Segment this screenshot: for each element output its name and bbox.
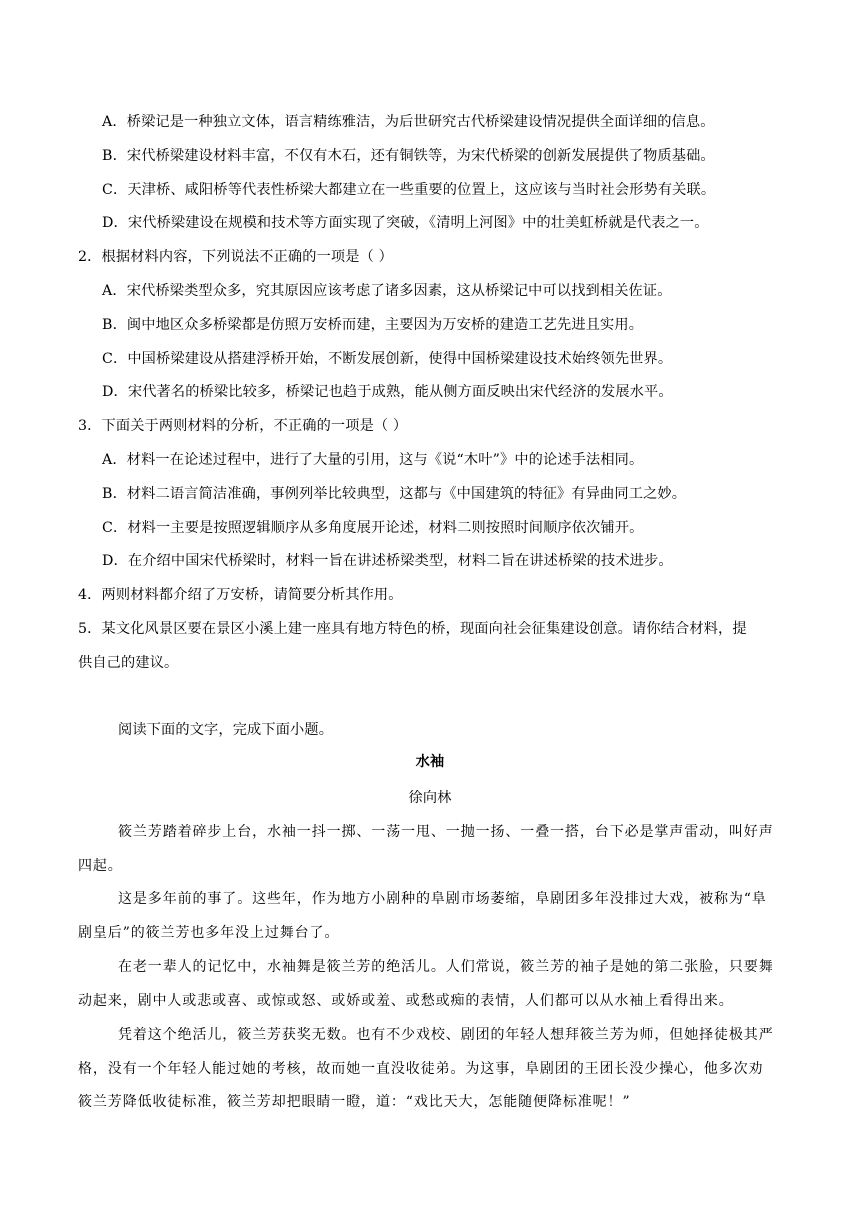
q5-stem-line2: 供自己的建议。: [78, 655, 179, 671]
article-author: 徐向林: [408, 790, 452, 806]
q3-option-d: D．在介绍中国宋代桥梁时，材料一旨在讲述桥梁类型，材料二旨在讲述桥梁的技术进步。: [102, 553, 673, 569]
q1-option-d: D．宋代桥梁建设在规模和技术等方面实现了突破，《清明上河图》中的壮美虹桥就是代表之一。: [102, 215, 709, 231]
q2-option-b: B．闽中地区众多桥梁都是仿照万安桥而建，主要因为万安桥的建造工艺先进且实用。: [102, 317, 644, 333]
q3-option-b: B．材料二语言简洁准确，事例列举比较典型，这都与《中国建筑的特征》有异曲同工之妙。: [102, 486, 687, 502]
article-paragraph-cont: 格，没有一个年轻人能过她的考核，故而她一直没收徒弟。为这事，阜剧团的王团长没少操心，他多次劝: [78, 1061, 764, 1077]
q2-option-d: D．宋代著名的桥梁比较多，桥梁记也趋于成熟，能从侧方面反映出宋代经济的发展水平。: [102, 384, 673, 400]
reading-intro: 阅读下面的文字，完成下面小题。: [118, 722, 334, 738]
article-paragraph: 这是多年前的事了。这些年，作为地方小剧种的阜剧市场萎缩，阜剧团多年没排过大戏，被称为“阜: [118, 891, 767, 907]
article-paragraph: 凭着这个绝活儿，筱兰芳获奖无数。也有不少戏校、剧团的年轻人想拜筱兰芳为师，但她择徒极其严: [118, 1027, 774, 1043]
q1-option-c: C．天津桥、咸阳桥等代表性桥梁大都建立在一些重要的位置上，这应该与当时社会形势有关联。: [102, 182, 716, 198]
article-paragraph: 筱兰芳踏着碎步上台，水袖一抖一掷、一荡一甩、一抛一扬、一叠一搭，台下必是掌声雷动，叫好声: [118, 824, 774, 840]
article-paragraph-cont: 剧皇后”的筱兰芳也多年没上过舞台了。: [78, 925, 340, 941]
article-paragraph-cont: 四起。: [78, 858, 123, 874]
article-paragraph-cont: 动起来，剧中人或悲或喜、或惊或怒、或娇或羞、或愁或痴的表情，人们都可以从水袖上看得出来。: [78, 993, 734, 1009]
q5-stem-line1: 5．某文化风景区要在景区小溪上建一座具有地方特色的桥，现面向社会征集建设创意。请你结合材料，提: [78, 621, 747, 637]
q1-option-b: B．宋代桥梁建设材料丰富，不仅有木石，还有铜铁等，为宋代桥梁的创新发展提供了物质基础。: [102, 148, 715, 164]
q3-option-a: A．材料一在论述过程中，进行了大量的引用，这与《说“木叶”》中的论述手法相同。: [102, 452, 644, 468]
q2-option-c: C．中国桥梁建设从搭建浮桥开始，不断发展创新，使得中国桥梁建设技术始终领先世界。: [102, 351, 673, 367]
q3-stem: 3．下面关于两则材料的分析，不正确的一项是（ ）: [78, 418, 408, 434]
article-title: 水袖: [415, 754, 445, 770]
q2-stem: 2．根据材料内容，下列说法不正确的一项是（ ）: [78, 249, 393, 265]
q3-option-c: C．材料一主要是按照逻辑顺序从多角度展开论述，材料二则按照时间顺序依次铺开。: [102, 520, 644, 536]
q2-option-a: A．宋代桥梁类型众多，究其原因应该考虑了诸多因素，这从桥梁记中可以找到相关佐证。: [102, 283, 672, 299]
article-paragraph-cont: 筱兰芳降低收徒标准，筱兰芳却把眼睛一瞪，道：“戏比天大，怎能随便降标准呢！”: [78, 1094, 631, 1110]
q4-stem: 4．两则材料都介绍了万安桥，请简要分析其作用。: [78, 587, 403, 603]
article-paragraph: 在老一辈人的记忆中，水袖舞是筱兰芳的绝活儿。人们常说，筱兰芳的袖子是她的第二张脸，只要舞: [118, 959, 774, 975]
q1-option-a: A．桥梁记是一种独立文体，语言精练雅洁，为后世研究古代桥梁建设情况提供全面详细的信息。: [102, 114, 715, 130]
